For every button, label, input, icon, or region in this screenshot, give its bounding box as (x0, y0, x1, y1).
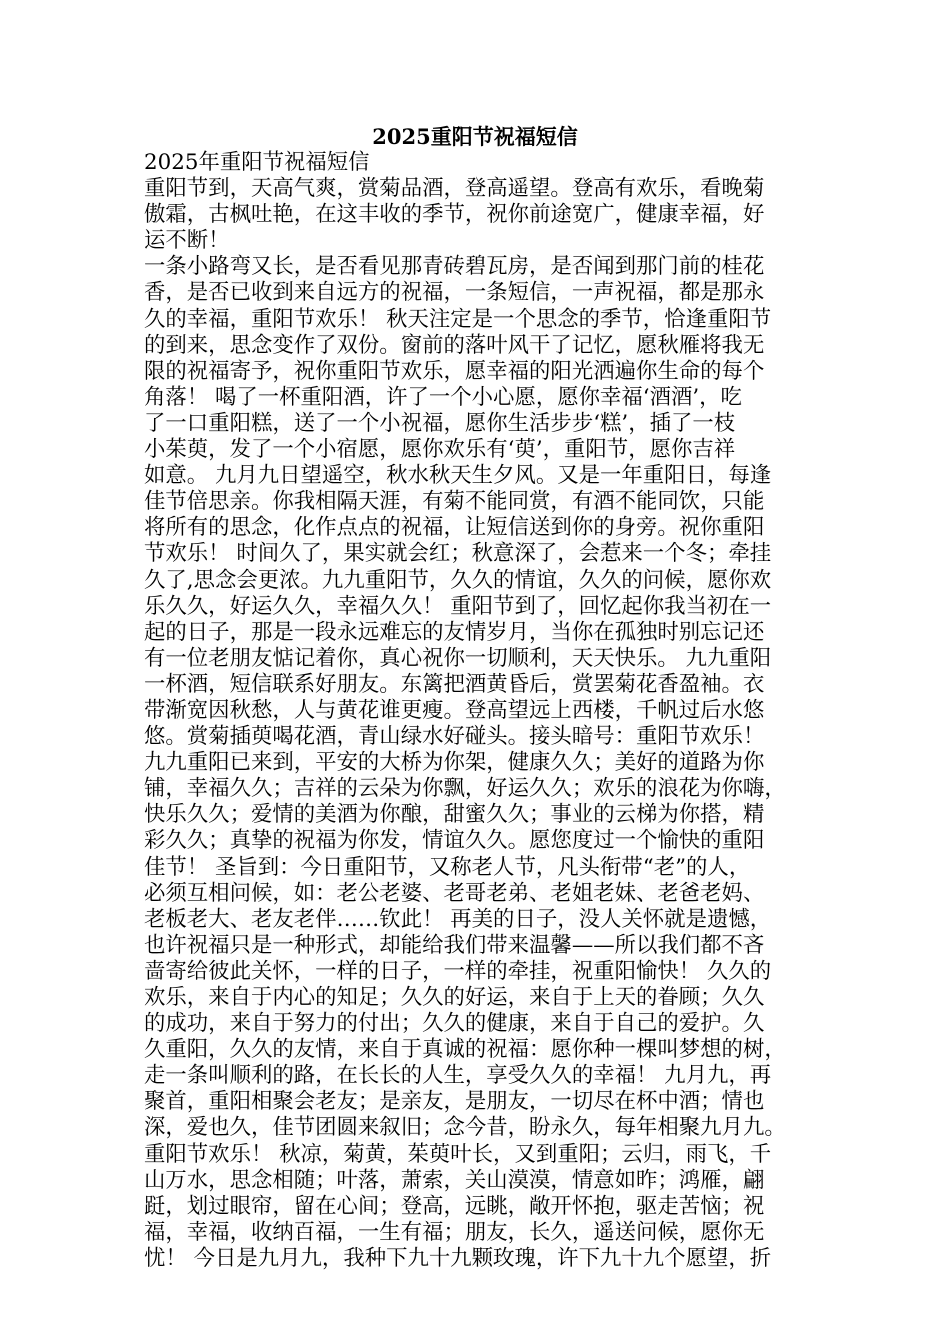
text-line: 带渐宽因秋愁，人与黄花谁更瘦。登高望远上西楼，千帆过后水悠 (144, 697, 765, 723)
text-line: 傲霜，古枫吐艳，在这丰收的季节，祝你前途宽广，健康幸福，好 (144, 202, 765, 228)
text-line: 重阳节到，天高气爽，赏菊品酒，登高遥望。登高有欢乐，看晚菊 (144, 176, 765, 202)
text-line: 运不断！ (144, 228, 230, 254)
text-line: 山万水，思念相随；叶落，萧索，关山漠漠，情意如昨；鸿雁，翩 (144, 1167, 765, 1193)
document-title: 2025重阳节祝福短信 (372, 124, 578, 149)
text-line: 小茱萸，发了一个小宿愿，愿你欢乐有‘萸’，重阳节，愿你吉祥 (144, 437, 736, 463)
text-line: 久的幸福，重阳节欢乐！ 秋天注定是一个思念的季节，恰逢重阳节 (144, 306, 772, 332)
text-line: 久了,思念会更浓。九九重阳节，久久的情谊，久久的问候，愿你欢 (144, 567, 772, 593)
text-line: 忧！ 今日是九月九，我种下九十九颗玫瑰，许下九十九个愿望，折 (144, 1245, 772, 1271)
text-line: 聚首，重阳相聚会老友；是亲友，是朋友，一切尽在杯中酒；情也 (144, 1089, 765, 1115)
text-line: 铺，幸福久久；吉祥的云朵为你飘，好运久久；欢乐的浪花为你嗨， (144, 776, 786, 802)
text-line: 必须互相问候，如：老公老婆、老哥老弟、老姐老妹、老爸老妈、 (144, 880, 765, 906)
text-line: 一条小路弯又长，是否看见那青砖碧瓦房，是否闻到那门前的桂花 (144, 254, 765, 280)
text-line: 香，是否已收到来自远方的祝福，一条短信，一声祝福，都是那永 (144, 280, 765, 306)
text-line: 如意。 九月九日望遥空，秋水秋天生夕风。又是一年重阳日，每逢 (144, 463, 772, 489)
text-line: 老板老大、老友老伴……钦此！ 再美的日子，没人关怀就是遗憾， (144, 906, 772, 932)
text-line: 角落！ 喝了一杯重阳酒，许了一个小心愿，愿你幸福‘酒酒’，吃 (144, 384, 742, 410)
text-line: 起的日子，那是一段永远难忘的友情岁月，当你在孤独时别忘记还 (144, 619, 765, 645)
text-line: 啬寄给彼此关怀，一样的日子，一样的牵挂，祝重阳愉快！ 久久的 (144, 958, 772, 984)
text-line: 一杯酒，短信联系好朋友。东篱把酒黄昏后，赏罢菊花香盈袖。衣 (144, 671, 765, 697)
text-line: 彩久久；真挚的祝福为你发，情谊久久。愿您度过一个愉快的重阳 (144, 828, 765, 854)
document-body (144, 150, 804, 1272)
text-line: 佳节！ 圣旨到：今日重阳节，又称老人节，凡头衔带“老”的人， (144, 854, 751, 880)
text-line: 久重阳，久久的友情，来自于真诚的祝福：愿你种一棵叫梦想的树， (144, 1037, 786, 1063)
text-line: 的成功，来自于努力的付出；久久的健康，来自于自己的爱护。久 (144, 1011, 765, 1037)
text-line: 有一位老朋友惦记着你，真心祝你一切顺利，天天快乐。 九九重阳 (144, 645, 772, 671)
text-line: 也许祝福只是一种形式，却能给我们带来温馨——所以我们都不吝 (144, 932, 765, 958)
text-line: 重阳节欢乐！ 秋凉，菊黄，茱萸叶长，又到重阳；云归，雨飞，千 (144, 1141, 772, 1167)
text-line: 走一条叫顺利的路，在长长的人生，享受久久的幸福！ 九月九，再 (144, 1063, 772, 1089)
text-line: 快乐久久；爱情的美酒为你酿，甜蜜久久；事业的云梯为你搭，精 (144, 802, 765, 828)
text-line: 的到来，思念变作了双份。窗前的落叶风干了记忆，愿秋雁将我无 (144, 332, 765, 358)
text-line: 福，幸福，收纳百福，一生有福；朋友，长久，遥送问候，愿你无 (144, 1219, 765, 1245)
text-line: 限的祝福寄予，祝你重阳节欢乐，愿幸福的阳光洒遍你生命的每个 (144, 358, 765, 384)
text-line: 欢乐，来自于内心的知足；久久的好运，来自于上天的眷顾；久久 (144, 985, 765, 1010)
document-subtitle: 2025年重阳节祝福短信 (144, 150, 370, 175)
text-line: 将所有的思念，化作点点的祝福，让短信送到你的身旁。祝你重阳 (144, 515, 765, 541)
text-line: 悠。赏菊插萸喝花酒，青山绿水好碰头。接头暗号：重阳节欢乐！ (144, 724, 765, 750)
text-line: 跹，划过眼帘，留在心间；登高，远眺，敞开怀抱，驱走苦恼；祝 (144, 1193, 765, 1219)
text-line: 节欢乐！ 时间久了，果实就会红；秋意深了，会惹来一个冬；牵挂 (144, 541, 772, 567)
text-line: 乐久久，好运久久，幸福久久！ 重阳节到了，回忆起你我当初在一 (144, 593, 772, 619)
text-line: 九九重阳已来到，平安的大桥为你架，健康久久；美好的道路为你 (144, 750, 765, 776)
text-line: 深，爱也久，佳节团圆来叙旧；念今昔，盼永久，每年相聚九月九。 (144, 1115, 786, 1141)
text-line: 佳节倍思亲。你我相隔天涯，有菊不能同赏，有酒不能同饮，只能 (144, 489, 765, 515)
text-line: 了一口重阳糕，送了一个小祝福，愿你生活步步‘糕’，插了一枝 (144, 410, 736, 436)
